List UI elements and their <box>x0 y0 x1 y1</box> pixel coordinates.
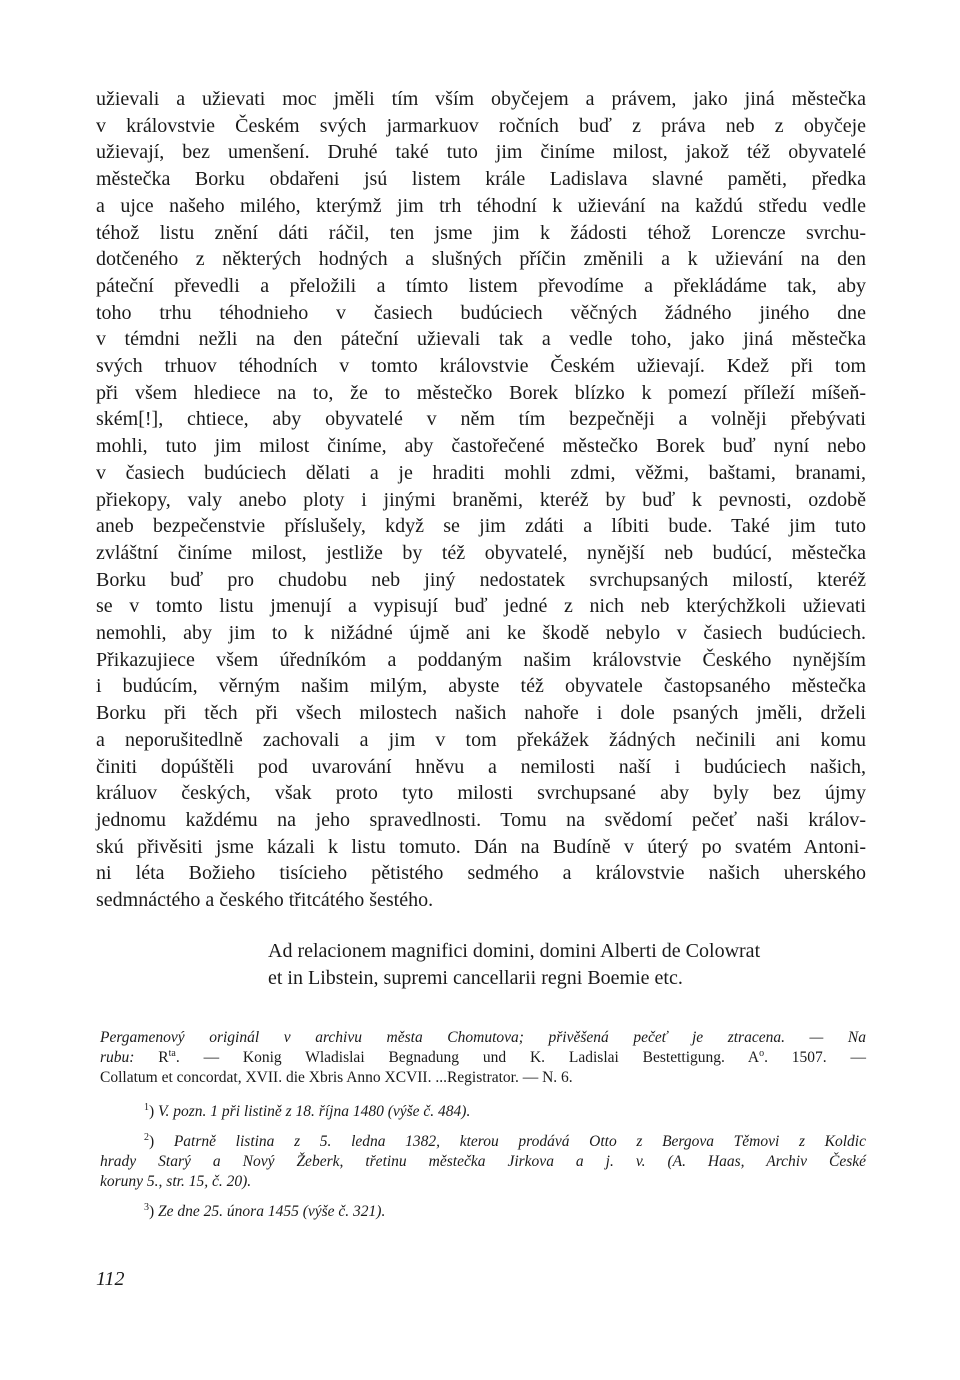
charter-line: činiti dopúštěli pod uvarování hněvu a nemilosti naší i budúciech našich, <box>96 755 866 778</box>
charter-line: i budúcím, věrným našim milým, abyste též obyvatele častopsaného městečka <box>96 675 866 698</box>
footnote-text: hrady Starý a Nový Žeberk, třetinu městečka Jirkova a j. v. (A. Haas, Archiv České <box>100 1152 866 1170</box>
charter-line: skú přivěsiti jsme kázali k listu tomuto. Dán na Budíně v úterý po svatém Antoni- <box>96 835 866 858</box>
charter-line: se v tomto listu jmenují a vypisují buď jedné z nich neb kterýchžkoli užievati <box>96 595 866 618</box>
charter-line: v královstvie Českém svých jarmarkuov ročních buď z práva neb z obyčeje <box>96 114 866 137</box>
footnote-marker: 3 <box>144 1201 149 1213</box>
charter-line: městečka Borku obdařeni jsú listem krále Ladislava slavné paměti, předka <box>96 168 866 191</box>
charter-line: Borku buď pro chudobu neb jiný nedostatek svrchupsaných milostí, kteréž <box>96 568 866 591</box>
charter-line: Borku při těch při všech milostech našich nahoře i dole psaných jměli, drželi <box>96 702 866 725</box>
charter-line: užievají, bez umenšení. Druhé také tuto jim činíme milost, jakož též obyvatelé <box>96 141 866 164</box>
footnote-text: koruny 5., str. 15, č. 20). <box>100 1172 252 1190</box>
charter-line: při všem hlediece na to, že to městečko Borek blízko k pomezí příleží míšeň- <box>96 381 866 404</box>
footnote: $^1$) V. pozn. 1 při listině z 18. října 1480 (výše č. 484). <box>144 1101 471 1120</box>
page <box>96 86 866 1232</box>
charter-line: téhož listu znění dáti ráčil, ten jsme jim k žádosti téhož Lorencze svrchu- <box>96 221 866 244</box>
chancery-note <box>268 938 866 992</box>
footnote: $^2$) Patrně listina z 5. ledna 1382, kterou prodává Otto z Bergova Těmovi z Koldic hrady Starý a Nový Žeberk, třetinu městečka Jirkova a j. v. (A. Haas, Archiv České koruny 5., str. 15, č. 20). <box>100 1131 866 1190</box>
charter-line: toho trhu téhodnieho v časiech budúciech věčných žádného jiného dne <box>96 301 866 324</box>
charter-line: aneb bezpečenstvie příslušely, když se jim zdáti a líbiti bude. Také jim tuto <box>96 515 866 538</box>
footnote-text: Ze dne 25. února 1455 (výše č. 321). <box>158 1202 386 1220</box>
footnote-text: Patrně listina z 5. ledna 1382, kterou prodává Otto z Bergova Těmovi z Koldic <box>173 1132 866 1150</box>
charter-text <box>96 86 866 914</box>
charter-line: v témdni nežli na den páteční užievali tak a vedle toho, jako jiná městečka <box>96 328 866 351</box>
charter-line: dotčeného z některých hodných a slušných příčin změnili a k užievání na den <box>96 248 866 271</box>
chancery-note-line-2: et in Libstein, supremi cancellarii regni Boemie etc. <box>268 966 683 989</box>
source-note <box>100 1028 866 1088</box>
footnote-marker: 2 <box>144 1131 149 1143</box>
footnote: $^3$) Ze dne 25. února 1455 (výše č. 321). <box>144 1201 386 1220</box>
charter-line: zvláštní činíme milost, jestliže by též obyvatelé, nynější neb budúcí, městečka <box>96 541 866 564</box>
charter-line: jednomu každému na jeho spravedlnosti. Tomu na svědomí pečeť naši králov- <box>96 808 866 831</box>
source-note-line-3: Collatum et concordat, XVII. die Xbris Anno XCVII. ...Registrator. — N. 6. <box>100 1068 573 1086</box>
charter-line: mohli, tuto jim milost činíme, aby častořečené městečko Borek buď nyní nebo <box>96 435 866 458</box>
charter-line: Přikazujiece všem úředníkóm a poddaným našim královstvie Českého nynějším <box>96 648 866 671</box>
charter-line: ském[!], chtiece, aby obyvatelé v něm tím bezpečněji a volněji přebývati <box>96 408 866 431</box>
charter-line: svých trhuov téhodních v tomto královstvie Českém užievají. Kdež při tom <box>96 355 866 378</box>
charter-line: v časiech budúciech dělati a je hraditi mohli zdmi, věžmi, baštami, branami, <box>96 461 866 484</box>
chancery-note-line-1: Ad relacionem magnifici domini, domini Alberti de Colowrat <box>268 939 761 962</box>
footnote-marker: 1 <box>144 1101 149 1113</box>
source-note-line-1: Pergamenový originál v archivu města Chomutova; přivěšená pečeť je ztracena. — Na <box>100 1028 866 1046</box>
charter-line: páteční převedli a přeložili a tímto listem převodíme a překládáme tak, aby <box>96 274 866 297</box>
charter-line: ni léta Božieho tisícieho pětistého sedmého a královstvie našich uherského <box>96 862 866 885</box>
footnotes <box>100 1102 866 1222</box>
charter-line: nemohli, aby jim to k nižádné újmě ani ke škodě nebylo v časiech budúciech. <box>96 622 866 645</box>
charter-line: a neporušitedlně zachovali a jim v tom překážek žádných nečinili ani komu <box>96 728 866 751</box>
charter-line: přiekopy, valy anebo ploty i jinými braněmi, kteréž by buď k pevnosti, ozdobě <box>96 488 866 511</box>
charter-line: a ujce našeho milého, kterýmž jim trh téhodní k užievání na každú středu vedle <box>96 194 866 217</box>
charter-line: králuov českých, však proto tyto milosti svrchupsané aby byly bez újmy <box>96 782 866 805</box>
charter-line: sedmnáctého a českého třitcátého šestého. <box>96 889 434 912</box>
page-number: 112 <box>96 1268 125 1290</box>
footnote-text: V. pozn. 1 při listině z 18. října 1480 (výše č. 484). <box>158 1102 471 1120</box>
source-note-line-2: rubu: $R^{ta}$. — Konig Wladislai Begnadung und K. Ladislai Bestettigung. $A^o$. 1507. — <box>100 1047 867 1066</box>
charter-line: užievali a užievati moc jměli tím vším obyčejem a právem, jako jiná městečka <box>96 88 866 110</box>
